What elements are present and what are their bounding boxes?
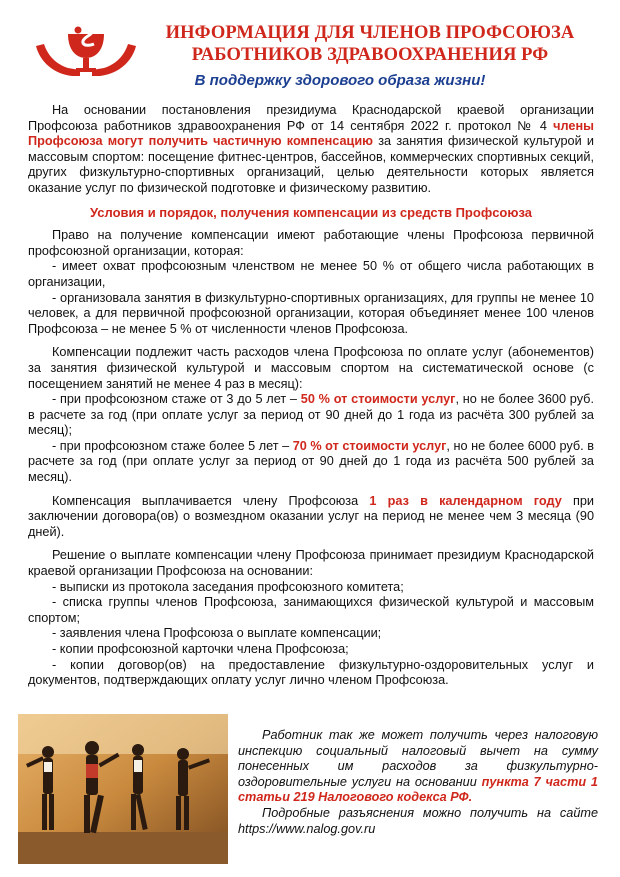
intro-highlight: члены Профсоюза могут получить частичную компенсацию — [28, 118, 594, 149]
compensation-item-2 — [28, 439, 594, 486]
heading-line-1: ИНФОРМАЦИЯ ДЛЯ ЧЛЕНОВ ПРОФСОЮЗА — [165, 23, 575, 43]
intro-text-before: На основании постановления президиума Краснодарской краевой организации Профсоюза работников здравоохранения РФ от 14 сентября 2022 г. протокол № 4 — [28, 103, 594, 133]
medical-union-logo-icon — [32, 16, 140, 84]
intro-text-after: за занятия физической культурой и массовым спортом: посещение фитнес-центров, бассейнов, коммерческих спортивных секций, других физкультурно-спортивных организаций, целью деятельности которых является оказание услуг по физической подготовке и физическому развитию. — [28, 134, 594, 195]
compensation-item-1 — [28, 392, 594, 439]
tax-note-paragraph — [238, 728, 598, 806]
main-text — [28, 103, 594, 689]
heading-line-2: РАБОТНИКОВ ЗДРАВООХРАНЕНИЯ РФ — [191, 45, 549, 65]
decision-item-1: - выписки из протокола заседания профсоюзного комитета; — [52, 579, 404, 594]
decision-item-4: - копии профсоюзной карточки члена Профсоюза; — [52, 642, 349, 656]
tax-note-highlight: пункта 7 части 1 статьи 219 Налогового кодекса РФ. — [238, 774, 598, 805]
compensation-item-2-highlight: 70 % от стоимости услуг — [292, 438, 447, 453]
section-title: Условия и порядок, получения компенсации из средств Профсоюза — [90, 204, 532, 220]
compensation-item-1-before: - при профсоюзном стаже от 3 до 5 лет – — [52, 392, 301, 407]
fitness-class-photo — [18, 714, 228, 864]
subtitle: В поддержку здорового образа жизни! — [194, 72, 486, 89]
frequency-highlight: 1 раз в календарном году — [369, 493, 562, 508]
tax-note-more: Подробные разъяснения можно получить на сайте https://www.nalog.gov.ru — [238, 805, 598, 836]
frequency-paragraph — [28, 494, 594, 541]
decision-lead: Решение о выплате компенсации члену Профсоюза принимает президиум Краснодарской краевой организации Профсоюза на основании: — [28, 548, 594, 579]
eligibility-lead: Право на получение компенсации имеют работающие члены Профсоюза первичной профсоюзной организации, которая: — [28, 228, 594, 258]
compensation-item-1-highlight: 50 % от стоимости услуг — [300, 392, 456, 407]
eligibility-item-1: - имеет охват профсоюзным членством не менее 50 % от общего числа работающих в организации, — [28, 259, 594, 289]
frequency-before: Компенсация выплачивается члену Профсоюза — [52, 493, 370, 508]
compensation-item-2-after: , но не более 6000 руб. в расчете за год (при оплате услуг за период от 90 дней до 1 года из расчёта 500 рублей за месяц). — [28, 438, 594, 485]
eligibility-item-2: - организовала занятия в физкультурно-спортивных организациях, для группы не менее 10 человек, а для первичной профсоюзной организации, которая объединяет менее 100 членов Профсоюза – не менее 5 % от численности членов Профсоюза. — [28, 290, 594, 336]
compensation-item-2-before: - при профсоюзном стаже более 5 лет – — [52, 438, 293, 453]
tax-note — [238, 728, 598, 837]
decision-item-3: - заявления члена Профсоюза о выплате компенсации; — [52, 626, 382, 641]
decision-item-2: - списка группы членов Профсоюза, занимающихся физической культурой и массовым спортом; — [28, 595, 594, 625]
compensation-item-1-after: , но не более 3600 руб. в расчете за год (при оплате услуг за период от 90 дней до 1 года из расчёта 300 рублей за месяц); — [28, 392, 594, 438]
main-heading — [140, 22, 600, 66]
intro-paragraph — [28, 103, 594, 197]
decision-item-5: - копии договор(ов) на предоставление физкультурно-оздоровительных услуг и документов, подтверждающих оплату услуг лично членом Профсоюза. — [28, 657, 594, 688]
compensation-lead: Компенсации подлежит часть расходов члена Профсоюза по оплате услуг (абонементов) за занятия физической культурой и массовым спортом на систематической основе (с посещением занятий не менее 4 раз в месяц): — [28, 345, 594, 391]
tax-note-text: Работник так же может получить через налоговую инспекцию социальный налоговый вычет на сумму понесенных им расходов за физкультурно-оздоровительные услуги на основании — [238, 728, 598, 789]
frequency-after: при заключении договора(ов) о возмездном оказании услуг на период не менее чем 3 месяца (90 дней). — [28, 493, 594, 539]
